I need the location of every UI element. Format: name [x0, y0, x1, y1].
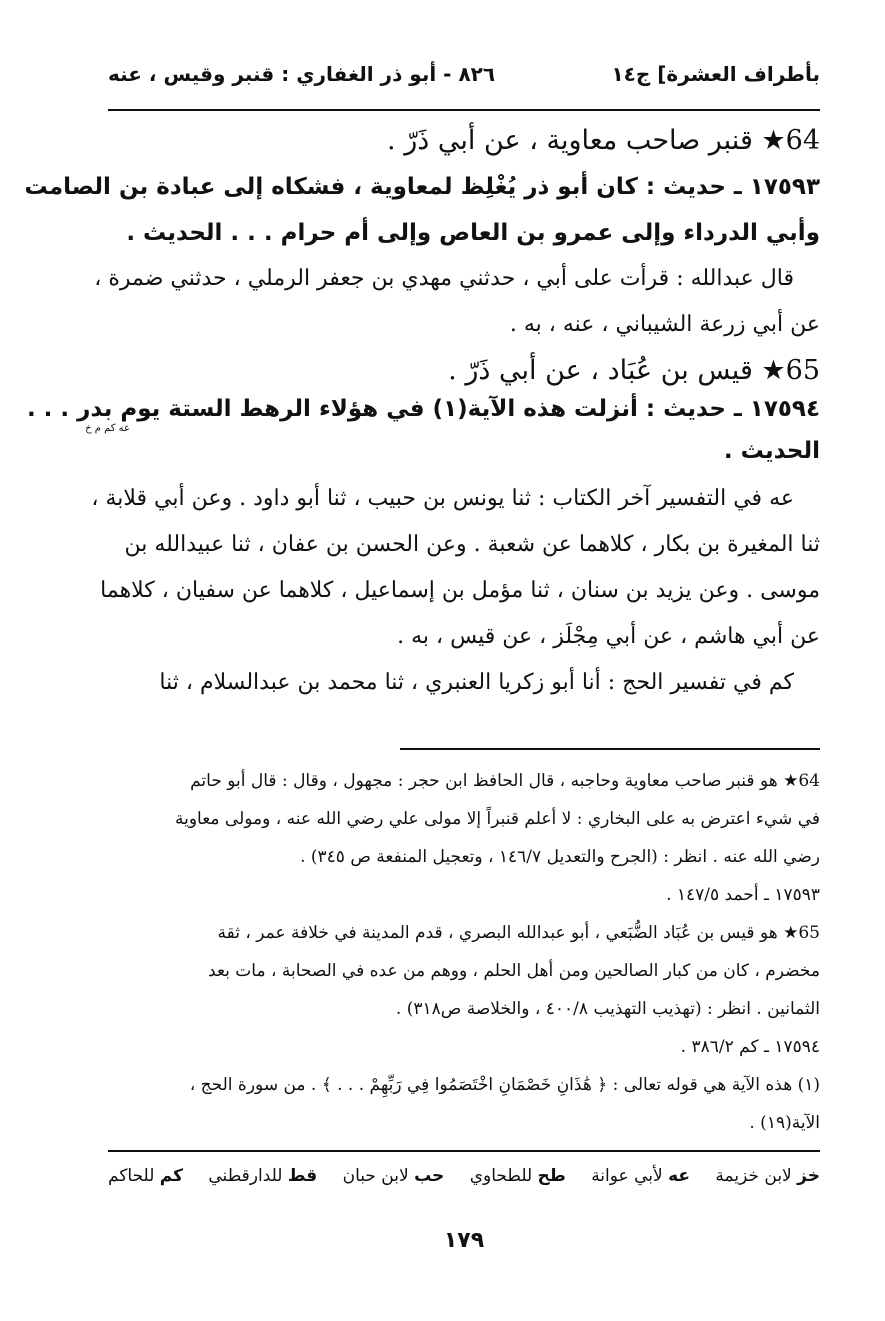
abbr-code: خز: [797, 1166, 820, 1186]
abbr-item: [343, 1166, 445, 1186]
abbr-code: حب: [414, 1166, 445, 1186]
abbr-item: [591, 1166, 690, 1186]
running-header: [108, 58, 820, 94]
footnote-65-line2: مخضرم ، كان من كبار الصالحين ومن أهل الحلم ، ووهم من عده في الصحابة ، مات بعد: [208, 961, 820, 981]
abbr-text: للدارقطني: [208, 1166, 283, 1186]
footnote-1-line2: الآية(١٩) .: [749, 1113, 820, 1133]
abbr-code: كم: [159, 1166, 183, 1186]
abbr-item: [108, 1166, 183, 1186]
footnote-1-line1: (١) هذه الآية هي قوله تعالى : ﴿ هَٰذَانِ خَصْمَانِ اخْتَصَمُوا فِي رَبِّهِمْ . . . ﴾ . من سورة الحج ،: [189, 1075, 820, 1095]
hadith-17593-line2: وأبي الدرداء وإلى عمرو بن العاص وإلى أم حرام . . . الحديث .: [126, 220, 820, 246]
hadith-17594-line1: ١٧٥٩٤ ـ حديث : أنزلت هذه الآية(١) في هؤلاء الرهط الستة يوم بدر . . .: [26, 396, 820, 422]
abbr-item: [208, 1166, 317, 1186]
abbr-item: [715, 1166, 820, 1186]
main-text: [24, 118, 820, 706]
abbr-text: لابن حبان: [342, 1166, 409, 1186]
footnote-64-line1: 64★ هو قنبر صاحب معاوية وحاجبه ، قال الحافظ ابن حجر : مجهول ، وقال : قال أبو حاتم: [190, 771, 820, 791]
abbr-code: طح: [537, 1166, 566, 1186]
sigla-marks: عه كم م خ: [85, 423, 130, 434]
hadith-17593-line1: ١٧٥٩٣ ـ حديث : كان أبو ذر يُغْلِظ لمعاوية ، فشكاه إلى عبادة بن الصامت: [24, 174, 820, 200]
takhrij-line3: موسى . وعن يزيد بن سنان ، ثنا مؤمل بن إسماعيل ، كلاهما عن سفيان ، كلاهما: [100, 578, 820, 603]
isnad-line1: قال عبدالله : قرأت على أبي ، حدثني مهدي بن جعفر الرملي ، حدثني ضمرة ،: [94, 266, 794, 291]
abbr-code: قط: [287, 1166, 318, 1186]
header-chapter-title: ٨٢٦ - أبو ذر الغفاري : قنبر وقيس ، عنه: [108, 62, 496, 86]
abbr-code: عه: [668, 1166, 691, 1186]
abbr-text: لأبي عوانة: [591, 1166, 663, 1186]
hadith-17594-line2: الحديث .: [723, 438, 820, 464]
abbreviations-rule: [108, 1150, 820, 1152]
entry-heading-64: 64★ قنبر صاحب معاوية ، عن أبي ذَرّ .: [387, 125, 820, 156]
abbr-text: للطحاوي: [469, 1166, 533, 1186]
header-volume-title: بأطراف العشرة] ج١٤: [611, 62, 820, 86]
page-number: ١٧٩: [443, 1228, 485, 1253]
abbreviations-key: [108, 1166, 820, 1186]
isnad-line2: عن أبي زرعة الشيباني ، عنه ، به .: [509, 312, 820, 337]
takhrij-line4: عن أبي هاشم ، عن أبي مِجْلَز ، عن قيس ، به .: [397, 624, 820, 649]
abbr-text: للحاكم: [108, 1166, 155, 1186]
footnotes: [108, 762, 820, 1142]
footnote-65-line3: الثمانين . انظر : (تهذيب التهذيب ٤٠٠/٨ ، والخلاصة ص٣١٨) .: [395, 999, 820, 1019]
footnote-17593: ١٧٥٩٣ ـ أحمد ١٤٧/٥ .: [666, 885, 820, 905]
footnote-64-line2: في شيء اعترض به على البخاري : لا أعلم قنبراً إلا مولى علي رضي الله عنه ، ومولى معاوية: [174, 809, 820, 829]
footnote-65-line1: 65★ هو قيس بن عُبَاد الضُّبَعي ، أبو عبدالله البصري ، قدم المدينة في خلافة عمر ، ثقة: [217, 923, 820, 943]
header-rule: [108, 109, 820, 111]
footnote-separator: [400, 748, 820, 750]
takhrij-line2: ثنا المغيرة بن بكار ، كلاهما عن شعبة . وعن الحسن بن عفان ، ثنا عبيدالله بن: [124, 532, 820, 557]
abbr-item: [470, 1166, 566, 1186]
abbr-text: لابن خزيمة: [715, 1166, 792, 1186]
takhrij-line1: عه في التفسير آخر الكتاب : ثنا يونس بن حبيب ، ثنا أبو داود . وعن أبي قلابة ،: [91, 486, 794, 511]
footnote-64-line3: رضي الله عنه . انظر : (الجرح والتعديل ١٤٦/٧ ، وتعجيل المنفعة ص ٣٤٥) .: [300, 847, 820, 867]
takhrij-line5: كم في تفسير الحج : أنا أبو زكريا العنبري ، ثنا محمد بن عبدالسلام ، ثنا: [159, 670, 794, 695]
footnote-17594: ١٧٥٩٤ ـ كم ٣٨٦/٢ .: [680, 1037, 820, 1057]
entry-heading-65: 65★ قيس بن عُبَاد ، عن أبي ذَرّ .: [448, 355, 820, 386]
